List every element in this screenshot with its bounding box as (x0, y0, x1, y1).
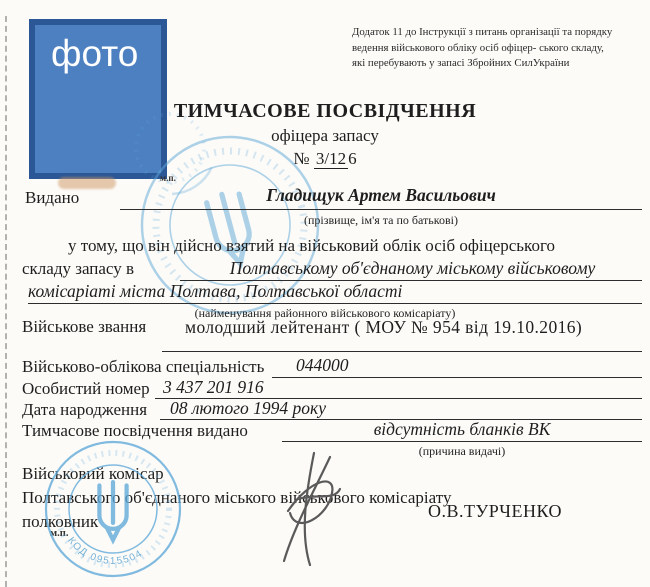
specialty-label: Військово-облікова спеціальність (22, 357, 265, 376)
round-stamp-bottom-icon (42, 438, 184, 580)
issued-to-label: Видано (25, 188, 80, 207)
stamp-code: КОД 09515504 (65, 535, 145, 568)
personal-number-label: Особистий номер (22, 379, 150, 398)
issued-to-caption: (прізвище, ім'я та по батькові) (304, 213, 458, 227)
legal-reference-note (352, 25, 644, 72)
perforation-edge (5, 16, 7, 587)
birth-date-value: 08 лютого 1994 року (170, 398, 327, 418)
issue-reason-label: Тимчасове посвідчення видано (22, 421, 248, 440)
commissar-title-line-1: Військовий комісар (22, 464, 164, 483)
field-underline (28, 303, 642, 304)
rank-value: молодший лейтенант ( МОУ № 954 від 19.10.2016) (185, 317, 583, 337)
svg-text:КОД 09515504 (65, 535, 145, 567)
seal-mark-top: м.п. (160, 173, 176, 183)
issue-reason-value: відсутність бланків ВК (373, 419, 551, 439)
seal-mark-bottom: м.п. (50, 528, 69, 539)
issued-to-value: Гладищук Артем Васильович (266, 185, 496, 205)
commissar-name: О.В.ТУРЧЕНКО (428, 501, 563, 521)
issue-reason-caption: (причина видачі) (418, 444, 506, 458)
note-line-2: ведення військового обліку осіб офіцер- ського складу, (352, 41, 604, 54)
commissar-title-line-2: Полтавського об'єднаного міського військового комісаріату (22, 488, 452, 507)
personal-number-value: 3 437 201 916 (163, 377, 264, 397)
document-number (25, 149, 625, 169)
specialty-value: 044000 (296, 355, 349, 375)
commissar-rank: полковник (22, 512, 99, 531)
note-line-1: Додаток 11 до Інструкції з питань організації та порядку (352, 26, 613, 38)
rank-label: Військове звання (22, 317, 147, 336)
field-underline (120, 209, 642, 210)
signature-ink (268, 448, 358, 570)
document-subtitle: офіцера запасу (271, 126, 379, 145)
photo-label: фото (51, 33, 139, 74)
note-line-3: які перебувають у запасі Збройних СилУкраїни (352, 57, 570, 69)
number-label: № (293, 149, 314, 168)
birth-date-label: Дата народження (22, 400, 148, 419)
field-underline (272, 377, 642, 378)
statement-line-1: у тому, що він дійсно взятий на військовий облік осіб офіцерського (68, 236, 555, 255)
commissariat-caption: (найменування районного військового комісаріату) (194, 306, 456, 320)
title-block (25, 100, 625, 169)
statement-line-2-label: складу запасу в (22, 259, 135, 278)
field-underline (282, 441, 642, 442)
document-title: ТИМЧАСОВЕ ПОСВІДЧЕННЯ (173, 100, 477, 122)
field-underline (162, 351, 642, 352)
number-value-underlined: 3/12 (315, 149, 347, 168)
commissariat-value-line-2: комісаріаті міста Полтава, Полтавської області (28, 281, 403, 301)
commissariat-value-line-1: Полтавському об'єднаному міському військовому (229, 258, 596, 278)
number-value-tail: 6 (348, 149, 357, 168)
